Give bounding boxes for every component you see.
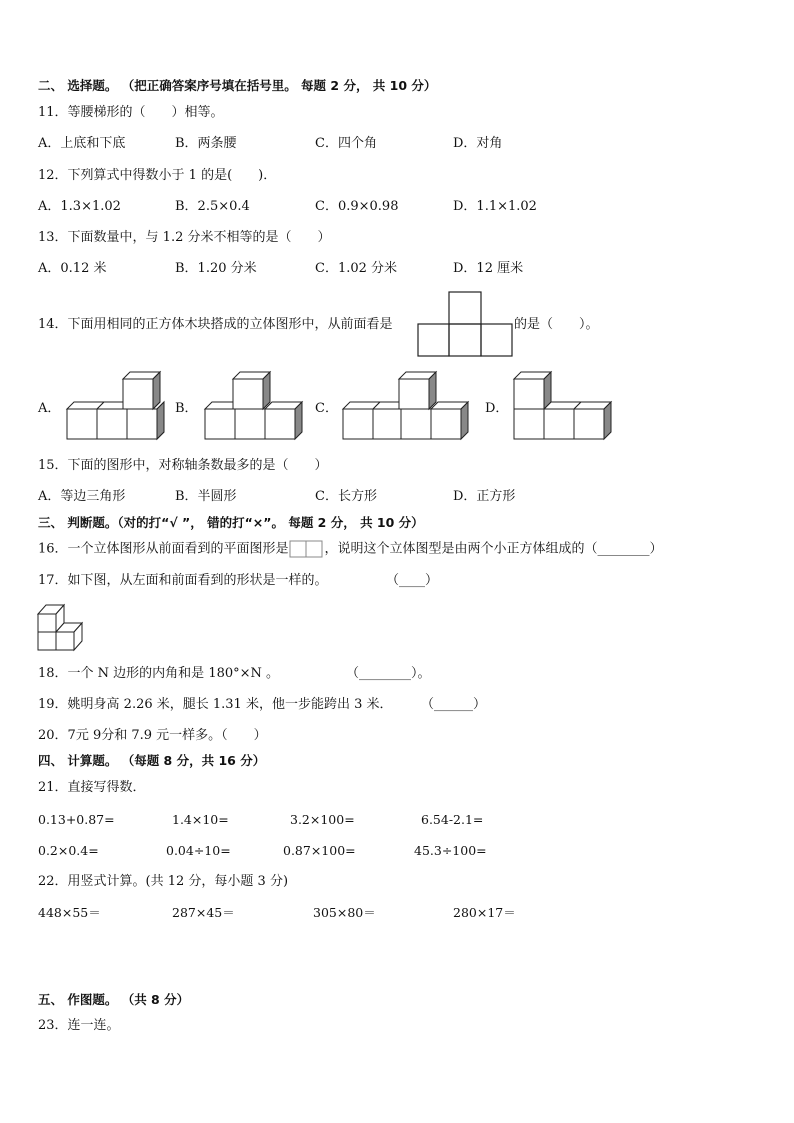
question-16-stem-before: 16．一个立体图形从前面看到的平面图形是 (38, 541, 289, 557)
question-17-stem: 17．如下图，从左面和前面看到的形状是一样的。 (38, 573, 328, 588)
question-20-stem: 20．7元 9分和 7.9 元一样多。（ ） (38, 728, 267, 743)
q22-expr-1: 448×55＝ (38, 905, 101, 920)
section-5-header: 五、 作图题。 （共 8 分） (38, 992, 190, 1007)
q12-option-c: C．0.9×0.98 (315, 199, 399, 214)
q21-expr-5: 0.2×0.4= (38, 843, 99, 858)
q17-cube-figure (36, 602, 90, 654)
section-4-header: 四、 计算题。 （每题 8 分，共 16 分） (38, 753, 266, 768)
q13-option-d: D．12 厘米 (453, 261, 524, 276)
q21-expr-7: 0.87×100= (283, 843, 356, 858)
q21-expr-4: 6.54-2.1= (421, 812, 484, 827)
q14-option-b-figure (202, 369, 312, 447)
question-14-stem-before: 14．下面用相同的正方体木块搭成的立体图形中，从前面看是 (38, 317, 393, 332)
section-3-header: 三、 判断题。（对的打“√ ”， 错的打“×”。 每题 2 分， 共 10 分） (38, 515, 424, 530)
question-16-line (38, 540, 663, 559)
q14-option-d-figure (511, 369, 621, 447)
q15-option-d: D．正方形 (453, 489, 516, 504)
q22-expr-2: 287×45＝ (172, 905, 235, 920)
q12-option-a: A．1.3×1.02 (38, 199, 121, 214)
question-16-stem-after: ，说明这个立体图型是由两个小正方体组成的（________） (324, 541, 663, 557)
question-19-answer-blank[interactable]: （______） (421, 697, 487, 712)
q15-option-a: A．等边三角形 (38, 489, 126, 504)
q11-option-d: D．对角 (453, 136, 503, 151)
q15-option-c: C．长方形 (315, 489, 377, 504)
q21-expr-8: 45.3÷100= (414, 843, 487, 858)
section-2-header: 二、 选择题。 （把正确答案序号填在括号里。 每题 2 分， 共 10 分） (38, 78, 437, 93)
q22-expr-3: 305×80＝ (313, 905, 376, 920)
q21-expr-3: 3.2×100= (290, 812, 355, 827)
q14-option-a-label: A． (38, 401, 61, 416)
q15-option-b: B．半圆形 (175, 489, 237, 504)
question-18-stem: 18．一个 N 边形的内角和是 180°×N 。 (38, 666, 280, 681)
question-12-stem: 12．下列算式中得数小于 1 的是( )． (38, 168, 277, 183)
two-squares-figure (289, 540, 325, 558)
q21-expr-2: 1.4×10= (172, 812, 229, 827)
question-17-answer-blank[interactable]: （____） (386, 573, 439, 588)
q21-expr-1: 0.13+0.87= (38, 812, 115, 827)
question-13-stem: 13．下面数量中，与 1.2 分米不相等的是（ ） (38, 230, 331, 245)
q13-option-a: A．0.12 米 (38, 261, 107, 276)
front-view-figure (417, 291, 515, 359)
question-21-stem: 21．直接写得数． (38, 780, 146, 795)
q14-option-d-label: D． (485, 401, 509, 416)
q11-option-a: A．上底和下底 (38, 136, 126, 151)
q14-option-a-figure (64, 369, 174, 447)
q13-option-c: C．1.02 分米 (315, 261, 398, 276)
q11-option-c: C．四个角 (315, 136, 377, 151)
question-14-stem-after: 的是（ ）。 (514, 317, 599, 332)
question-15-stem: 15．下面的图形中，对称轴条数最多的是（ ） (38, 458, 328, 473)
q13-option-b: B．1.20 分米 (175, 261, 257, 276)
question-23-stem: 23．连一连。 (38, 1018, 120, 1033)
q21-expr-6: 0.04÷10= (166, 843, 231, 858)
q14-option-b-label: B． (175, 401, 198, 416)
question-19-stem: 19．姚明身高 2.26 米，腿长 1.31 米，他一步能跨出 3 米． (38, 697, 393, 712)
q14-option-c-label: C． (315, 401, 338, 416)
question-11-stem: 11．等腰梯形的（ ）相等。 (38, 105, 224, 120)
q12-option-b: B．2.5×0.4 (175, 199, 250, 214)
q12-option-d: D．1.1×1.02 (453, 199, 537, 214)
q11-option-b: B．两条腰 (175, 136, 237, 151)
question-18-answer-blank[interactable]: （________）。 (346, 666, 431, 681)
q22-expr-4: 280×17＝ (453, 905, 516, 920)
question-22-stem: 22．用竖式计算。(共 12 分，每小题 3 分) (38, 874, 289, 889)
q14-option-c-figure (340, 369, 472, 447)
